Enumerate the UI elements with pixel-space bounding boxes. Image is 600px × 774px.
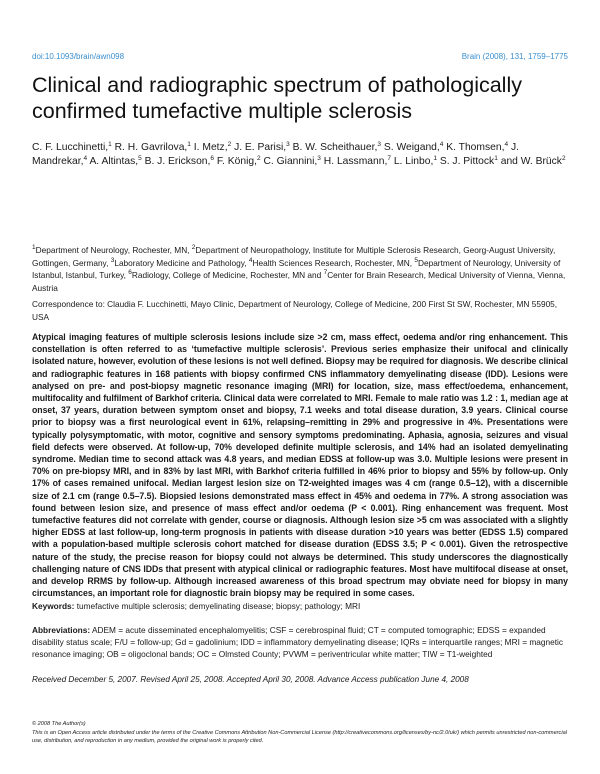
author xyxy=(324,156,391,167)
author-affiliation-number: 1 xyxy=(187,141,191,148)
author-affiliation-number: 2 xyxy=(227,141,232,148)
received-dates: Received December 5, 2007. Revised April 25, 2008. Accepted April 30, 2008. Advance Access publication June 4, 2008 xyxy=(32,675,469,684)
author-name: H. Lassmann, xyxy=(323,155,388,167)
copyright: © 2008 The Author(s) xyxy=(32,721,86,727)
author xyxy=(32,142,112,153)
author xyxy=(115,142,191,153)
affiliation-text: Department of Neuropathology, Institute for Multiple Sclerosis Research, Georg-August University, Gottingen, Germany, xyxy=(32,245,556,268)
author xyxy=(440,156,498,167)
author xyxy=(263,156,320,167)
author xyxy=(293,142,381,153)
doi-link[interactable]: doi:10.1093/brain/awn098 xyxy=(32,52,125,61)
affiliation-text: Center for Brain Research, Medical University of Vienna, Vienna, Austria xyxy=(32,270,566,293)
author-name: I. Metz, xyxy=(193,142,228,153)
author xyxy=(446,142,508,153)
author-affiliation-number: 4 xyxy=(504,141,509,148)
affiliation-number: 3 xyxy=(110,256,115,264)
author-name: R. H. Gavrilova, xyxy=(114,142,188,153)
abbreviations xyxy=(32,625,568,660)
affiliation-number: 6 xyxy=(128,269,132,276)
abbreviations-text: ADEM = acute disseminated encephalomyelitis; CSF = cerebrospinal fluid; CT = computed tomographic; EDSS = expanded disability status scale; F/U = follow-up; Gd = gadolinium; IDD = inflammatory demyelinating disease; IQRs = interquartile ranges; MRI = magnetic resonance imaging; OB = oligoclonal bands; OC = Olmsted County; PVWM = periventricular white matter; TIW = T1-weighted xyxy=(32,625,564,659)
author-name: C. F. Lucchinetti, xyxy=(32,142,109,153)
author xyxy=(384,142,444,153)
affiliation-number: 5 xyxy=(414,256,418,264)
copyright-block xyxy=(32,720,568,746)
author-affiliation-number: 3 xyxy=(286,141,290,148)
author-affiliation-number: 1 xyxy=(108,141,112,148)
author xyxy=(194,142,231,153)
author-affiliation-number: 4 xyxy=(83,154,88,162)
author xyxy=(145,156,214,167)
paper-title: Clinical and radiographic spectrum of pathologically confirmed tumefactive multiple sclerosis xyxy=(32,73,522,123)
author xyxy=(501,156,566,167)
keywords-label: Keywords: xyxy=(32,601,75,611)
author-affiliation-number: 4 xyxy=(439,141,444,148)
affiliation-number: 2 xyxy=(191,244,196,251)
author-name: A. Altintas, xyxy=(89,155,139,167)
affiliation-text: Radiology, College of Medicine, Rochester, MN and xyxy=(131,270,324,280)
author-name: C. Giannini, xyxy=(263,155,318,167)
correspondence: Correspondence to: Claudia F. Lucchinetti, Mayo Clinic, Department of Neurology, College of Medicine, 200 First St SW, Rochester, MN 55905, USA xyxy=(32,299,558,322)
affiliation-number: 4 xyxy=(248,256,253,264)
affiliation-text: Department of Neurology, Rochester, MN, xyxy=(35,245,192,255)
author-name: S. Weigand, xyxy=(383,142,440,153)
affiliations xyxy=(32,244,568,294)
author-affiliation-number: 7 xyxy=(387,154,391,162)
author-name: B. W. Scheithauer, xyxy=(292,142,378,153)
author-affiliation-number: 5 xyxy=(138,154,142,162)
abbreviations-label: Abbreviations: xyxy=(32,625,91,635)
author-name: B. J. Erickson, xyxy=(144,155,211,167)
keywords xyxy=(32,601,568,611)
journal-citation: Brain (2008), 131, 1759–1775 xyxy=(461,52,568,61)
author-name: L. Linbo, xyxy=(393,155,434,167)
author-affiliation-number: 1 xyxy=(433,154,437,162)
author xyxy=(394,156,437,167)
author-affiliation-number: 3 xyxy=(377,141,381,148)
author-name: K. Thomsen, xyxy=(446,142,505,153)
author-affiliation-number: 2 xyxy=(256,154,261,162)
affiliation-number: 1 xyxy=(32,244,36,251)
author-name: J. E. Parisi, xyxy=(234,142,287,153)
license-text: This is an Open Access article distributed under the terms of the Creative Commons Attribution Non-Commercial License (http://creativecommons.org/licenses/by-nc/2.0/uk/) which permits unrestricted non-commercial use, distribution, and reproduction in any medium, provided the original work is properly cited. xyxy=(32,729,567,744)
author-list xyxy=(32,141,568,168)
author xyxy=(217,156,261,167)
author-name: S. J. Pittock xyxy=(439,155,495,167)
affiliation-text: Laboratory Medicine and Pathology, xyxy=(114,257,249,268)
abstract: Atypical imaging features of multiple sclerosis lesions include size >2 cm, mass effect, oedema and/or ring enhancement. This constellation is often referred to as ‘tumefactive multiple sclerosis’. Previous series emphasize their unifocal and clinically isolated nature, however, evolution of these lesions is not well defined. Biopsy may be required for diagnosis. We describe clinical and radiographic features in 168 patients with biopsy confirmed CNS inflammatory demyelinating disease (IDD). Lesions were analysed on pre- and post-biopsy magnetic resonance imaging (MRI) for location, size, mass effect/oedema, enhancement, multifocality and fulfilment of Barkhof criteria. Clinical data were correlated to MRI. Female to male ratio was 1.2 : 1, median age at onset, 37 years, duration between symptom onset and biopsy, 7.1 weeks and total disease duration, 3.9 years. Clinical course prior to biopsy was a first neurological event in 61%, relapsing–remitting in 29% and progressive in 4%. Presentations were typically polysymptomatic, with motor, cognitive and sensory symptoms predominating. Aphasia, agnosia, seizures and visual field defects were observed. At follow-up, 70% developed definite multiple sclerosis, and 14% had an isolated demyelinating syndrome. Median time to second attack was 4.8 years, and median EDSS at follow-up was 3.0. Multiple lesions were present in 70% on pre-biopsy MRI, and in 83% by last MRI, with Barkhof criteria fulfilled in 46% prior to biopsy and 55% by follow-up. Only 17% of cases remained unifocal. Median largest lesion size on T2-weighted images was 4 cm (range 0.5–12), with a discernible size of 2.1 cm (range 0.5–7.5). Biopsied lesions demonstrated mass effect in 45% and oedema in 77%. A strong association was found between lesion size, and presence of mass effect and/or oedema (P < 0.001). Ring enhancement was frequent. Most tumefactive features did not correlate with gender, course or diagnosis. Although lesion size >5 cm was associated with a slightly higher EDSS at last follow-up, long-term prognosis in patients with disease duration >10 years was better (EDSS 1.5) compared with a population-based multiple sclerosis cohort matched for disease duration (EDSS 3.5; P < 0.001). Given the retrospective nature of the study, the precise reason for biopsy could not always be determined. This study underscores the diagnostically challenging nature of CNS IDDs that present with atypical clinical or radiographic features. Most have multifocal disease at onset, and develop RRMS by follow-up. Although increased awareness of this broad spectrum may obviate need for biopsy in many circumstances, an important role for diagnostic brain biopsy may be required in some cases. xyxy=(32,332,568,599)
author-affiliation-number: 1 xyxy=(494,154,498,162)
author-name: J. Mandrekar, xyxy=(32,142,519,167)
author-name: F. König, xyxy=(216,155,257,167)
author-affiliation-number: 6 xyxy=(210,154,215,162)
author-affiliation-number: 2 xyxy=(561,154,566,162)
author-affiliation-number: 3 xyxy=(317,154,321,162)
keywords-text: tumefactive multiple sclerosis; demyelinating disease; biopsy; pathology; MRI xyxy=(74,601,361,611)
affiliation-text: Health Sciences Research, Rochester, MN, xyxy=(252,257,415,268)
affiliation-number: 7 xyxy=(323,269,328,276)
author xyxy=(89,156,141,167)
author xyxy=(234,142,290,153)
affiliation-text: Department of Neurology, University of Istanbul, Istanbul, Turkey, xyxy=(32,257,561,280)
author-name: and W. Brück xyxy=(500,155,562,167)
